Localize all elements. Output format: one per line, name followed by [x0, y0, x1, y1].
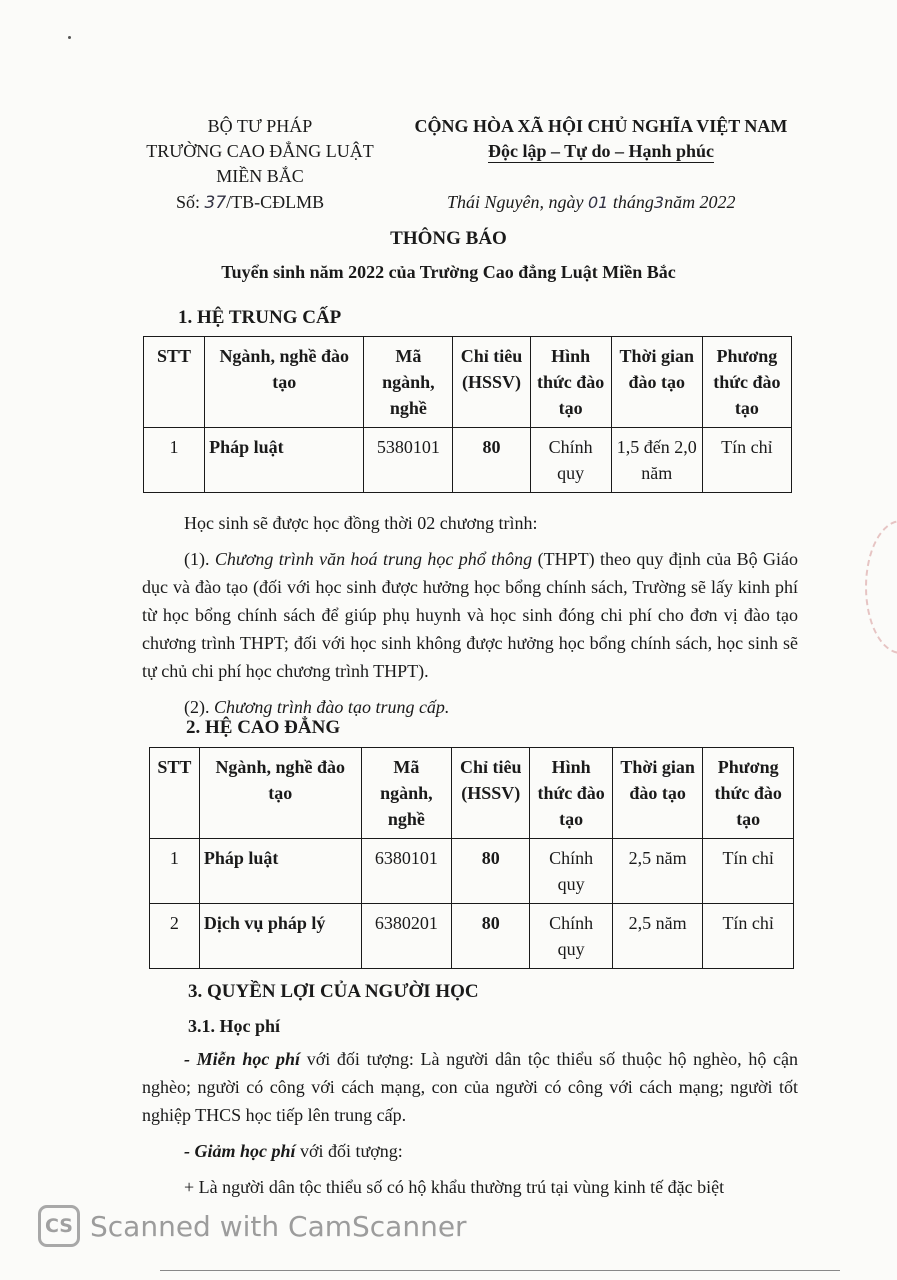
national-title-block — [395, 114, 807, 164]
paragraph: + Là người dân tộc thiểu số có hộ khẩu thường trú tại vùng kinh tế đặc biệt — [184, 1177, 725, 1197]
col-stt: STT — [144, 337, 205, 428]
col-form: Hình thức đào tạo — [530, 337, 611, 428]
national-motto: Độc lập – Tự do – Hạnh phúc — [487, 141, 715, 161]
table-header-row — [144, 337, 792, 428]
section-3-body — [142, 1045, 798, 1201]
section-3-heading: 3. QUYỀN LỢI CỦA NGƯỜI HỌC — [188, 981, 479, 1002]
paragraph: Học sinh sẽ được học đồng thời 02 chương trình: — [184, 513, 538, 533]
handwritten-number: 37 — [204, 193, 227, 213]
table-intermediate — [143, 336, 792, 493]
table-college — [149, 747, 794, 969]
subsection-3-1-heading: 3.1. Học phí — [188, 1016, 281, 1036]
table-row: 2 Dịch vụ pháp lý 6380201 80 Chính quy 2,5 năm Tín chỉ — [150, 904, 794, 969]
school-name-line1: TRƯỜNG CAO ĐẲNG LUẬT — [146, 141, 374, 161]
document-number: Số: 37/TB-CĐLMB — [176, 192, 325, 213]
document-subtitle: Tuyển sinh năm 2022 của Trường Cao đẳng Luật Miền Bắc — [221, 262, 676, 282]
republic-name: CỘNG HÒA XÃ HỘI CHỦ NGHĨA VIỆT NAM — [414, 116, 788, 136]
col-method: Phương thức đào tạo — [702, 337, 791, 428]
paragraph: - Miễn học phí với đối tượng: Là người dân tộc thiểu số thuộc hộ nghèo, hộ cận nghèo; người có công với cách mạng, con của người có công với cách mạng; người tốt nghiệp THCS học tiếp lên trung cấp. — [142, 1049, 798, 1125]
paragraph: (2). Chương trình đào tạo trung cấp. — [184, 697, 450, 717]
col-major: Ngành, nghề đào tạo — [205, 337, 364, 428]
scan-speck — [68, 36, 71, 39]
col-method: Phương thức đào tạo — [703, 748, 794, 839]
camscanner-watermark — [38, 1205, 467, 1247]
section-1-heading: 1. HỆ TRUNG CẤP — [178, 307, 342, 328]
table-row: 1 Pháp luật 5380101 80 Chính quy 1,5 đến 2,0 năm Tín chỉ — [144, 428, 792, 493]
document-title: THÔNG BÁO — [390, 228, 507, 249]
watermark-text: Scanned with CamScanner — [90, 1209, 467, 1243]
section-1-body — [142, 509, 798, 721]
ministry-name: BỘ TƯ PHÁP — [207, 116, 313, 136]
col-form: Hình thức đào tạo — [530, 748, 612, 839]
col-code: Mã ngành, nghề — [361, 748, 452, 839]
col-duration: Thời gian đào tạo — [611, 337, 702, 428]
paragraph: (1). Chương trình văn hoá trung học phổ thông (THPT) theo quy định của Bộ Giáo dục và đào tạo (đối với học sinh được hưởng học bổng chính sách, Trường sẽ lấy kinh phí từ học bổng chính sách để giúp phụ huynh và học sinh đóng chi phí cho đơn vị đào tạo chương trình THPT; đối với học sinh không được hưởng học bổng chính sách, học sinh sẽ tự chủ chi phí học chương trình THPT). — [142, 549, 798, 681]
table-row: 1 Pháp luật 6380101 80 Chính quy 2,5 năm Tín chỉ — [150, 839, 794, 904]
col-quota: Chỉ tiêu (HSSV) — [452, 748, 530, 839]
col-duration: Thời gian đào tạo — [612, 748, 703, 839]
paragraph: - Giảm học phí với đối tượng: — [184, 1141, 403, 1161]
issuer-block — [110, 114, 410, 189]
col-stt: STT — [150, 748, 200, 839]
school-name-line2: MIỀN BẮC — [216, 166, 304, 186]
col-quota: Chỉ tiêu (HSSV) — [453, 337, 530, 428]
partial-seal-stamp — [865, 520, 897, 654]
table-header-row — [150, 748, 794, 839]
handwritten-day: 01 — [588, 193, 609, 212]
col-major: Ngành, nghề đào tạo — [199, 748, 361, 839]
issue-date: Thái Nguyên, ngày 01 tháng3năm 2022 — [447, 192, 736, 212]
col-code: Mã ngành, nghề — [364, 337, 453, 428]
camscanner-logo-icon: CS — [38, 1205, 80, 1247]
page-edge-line — [160, 1270, 840, 1271]
handwritten-month: 3 — [653, 193, 665, 212]
section-2-heading: 2. HỆ CAO ĐẲNG — [186, 717, 341, 738]
